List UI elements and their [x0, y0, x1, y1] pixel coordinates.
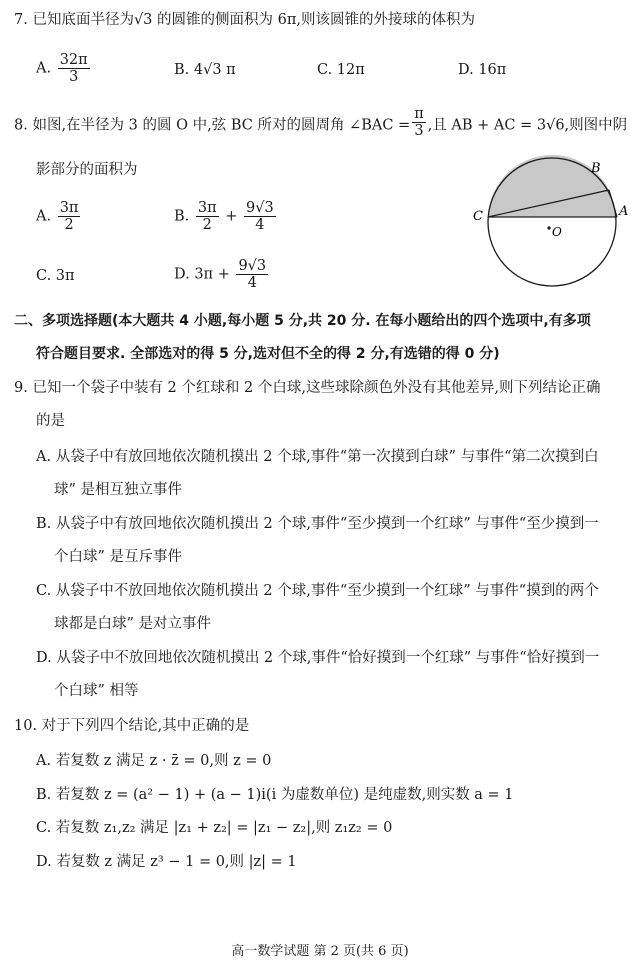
q7-option-b: B. 4√3 π [174, 62, 236, 78]
q8-option-a-numerator: 3π [59, 200, 79, 216]
q8-angle-fraction [412, 106, 426, 139]
q8-option-d-denominator: 4 [247, 275, 257, 291]
label-o: O [552, 225, 562, 239]
q10-option-c: C. 若复数 z₁,z₂ 满足 |z₁ + z₂| = |z₁ − z₂|,则 z₁z₂ = 0 [36, 820, 393, 836]
q9-stem-line1: 9. 已知一个袋子中装有 2 个红球和 2 个白球,这些球除颜色外没有其他差异,则下列结论正确 [14, 380, 601, 396]
q9-option-d-line1: D. 从袋子中不放回地依次随机摸出 2 个球,事件“恰好摸到一个红球” 与事件“恰好摸到一 [36, 650, 600, 666]
q8-option-b-fraction1 [196, 200, 219, 233]
q8-option-b-denominator2: 4 [255, 217, 265, 233]
q9-option-a-line2: 球” 是相互独立事件 [54, 482, 183, 498]
q8-stem-part1: 8. 如图,在半径为 3 的圆 O 中,弦 BC 所对的圆周角 ∠BAC = [14, 117, 411, 134]
q8-option-d [174, 258, 270, 291]
q7-option-c: C. 12π [317, 62, 365, 78]
q9-option-a-line1: A. 从袋子中有放回地依次随机摸出 2 个球,事件“第一次摸到白球” 与事件“第二次摸到白 [36, 449, 599, 465]
q7-option-a-denominator: 3 [69, 69, 79, 85]
q7-option-d: D. 16π [458, 62, 507, 78]
q10-option-d: D. 若复数 z 满足 z³ − 1 = 0,则 |z| = 1 [36, 854, 297, 870]
q8-option-a-denominator: 2 [64, 217, 74, 233]
q8-stem-part2: ,且 AB + AC = 3√6,则图中阴 [427, 117, 628, 134]
q9-option-b-line2: 个白球” 是互斥事件 [54, 549, 183, 565]
q8-option-d-fraction [236, 258, 268, 291]
q8-option-a-label: A. [36, 208, 52, 225]
center-point [547, 226, 550, 229]
q10-option-a: A. 若复数 z 满足 z · z̄ = 0,则 z = 0 [36, 753, 272, 769]
label-b: B [591, 161, 601, 176]
label-c: C [473, 209, 483, 224]
q9-stem-line2: 的是 [36, 413, 65, 429]
q9-option-b-line1: B. 从袋子中有放回地依次随机摸出 2 个球,事件“至少摸到一个红球” 与事件“至少摸到一 [36, 516, 599, 532]
q9-option-d-line2: 个白球” 相等 [54, 683, 139, 699]
q8-option-c: C. 3π [36, 268, 75, 284]
q8-option-d-label: D. 3π + [174, 266, 230, 283]
q7-option-a-fraction [58, 52, 90, 85]
q9-option-c-line1: C. 从袋子中不放回地依次随机摸出 2 个球,事件“至少摸到一个红球” 与事件“摸到的两个 [36, 583, 599, 599]
page-footer: 高一数学试题 第 2 页(共 6 页) [231, 944, 409, 959]
q8-stem-line2: 影部分的面积为 [36, 162, 138, 178]
q8-circle-figure [465, 152, 635, 292]
q7-option-a [36, 52, 92, 85]
q8-option-a-fraction [58, 200, 81, 233]
q9-option-c-line2: 球都是白球” 是对立事件 [54, 616, 212, 632]
section2-header-line1: 二、多项选择题(本大题共 4 小题,每小题 5 分,共 20 分. 在每小题给出的四个选项中,有多项 [14, 313, 591, 329]
section2-header-line2: 符合题目要求. 全部选对的得 5 分,选对但不全的得 2 分,有选错的得 0 分) [36, 346, 500, 362]
q8-option-d-numerator: 9√3 [238, 258, 267, 274]
q7-stem: 7. 已知底面半径为√3 的圆锥的侧面积为 6π,则该圆锥的外接球的体积为 [14, 12, 475, 28]
q8-angle-numerator: π [414, 106, 424, 122]
q8-stem-line1 [14, 106, 628, 139]
q8-option-b-label: B. [174, 208, 190, 225]
q8-angle-denominator: 3 [414, 123, 424, 139]
q7-option-a-label: A. [36, 60, 52, 77]
q8-option-b [174, 200, 278, 233]
q7-option-a-numerator: 32π [59, 52, 88, 68]
q8-option-b-plus: + [225, 208, 238, 225]
q8-option-a [36, 200, 82, 233]
q8-option-b-denominator1: 2 [202, 217, 212, 233]
q8-option-b-numerator1: 3π [197, 200, 217, 216]
q8-option-b-numerator2: 9√3 [246, 200, 274, 216]
q10-stem: 10. 对于下列四个结论,其中正确的是 [14, 718, 250, 734]
q10-option-b: B. 若复数 z = (a² − 1) + (a − 1)i(i 为虚数单位) 是纯虚数,则实数 a = 1 [36, 787, 514, 803]
q8-option-b-fraction2 [244, 200, 276, 233]
label-a: A [619, 204, 629, 219]
